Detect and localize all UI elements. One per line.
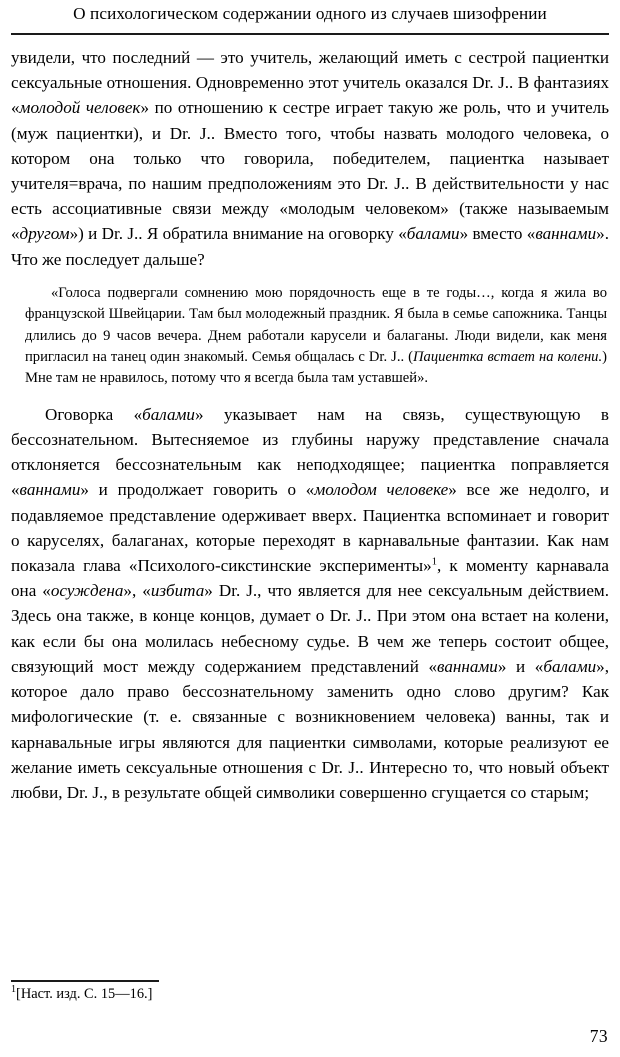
footnote-divider	[11, 980, 159, 982]
body-text-block	[11, 45, 609, 805]
blockquote-patient-speech: «Голоса подвергали сомнению мою порядочность еще в те годы…, когда я жила во французской Швейцарии. Там был молодежный праздник. Я была в семье сапожника. Танцы длились до 9 часов вечера. Днем работали карусели и балаганы. Люди видели, как меня пригласил на танец один знакомый. Семья общалась с Dr. J.. (Пациентка встает на колени.) Мне там не нравилось, потому что я всегда была там уставшей».	[25, 284, 607, 387]
running-head: О психологическом содержании одного из случаев шизофрении	[73, 4, 547, 23]
footnote-text: [Наст. изд. С. 15—16.]	[16, 986, 153, 1002]
paragraph-continued: увидели, что последний — это учитель, желающий иметь с сестрой пациентки сексуальные отношения. Одновременно этот учитель оказался Dr. J.. В фантазиях «молодой человек» по отношению к сестре играет такую же роль, что и учитель (муж пациентки), и Dr. J.. Вместо того, чтобы назвать молодого человека, о котором она только что говорила, победителем, пациентка называет учителя=врача, по нашим предположениям это Dr. J.. В действительности у нас есть ассоциативные связи между «молодым человеком» (также называемым «другом») и Dr. J.. Я обратила внимание на оговорку «балами» вместо «ваннами». Что же последует дальше?	[11, 48, 609, 269]
footnote	[11, 985, 411, 1004]
header-divider	[11, 33, 609, 35]
page-number: 73	[589, 1026, 608, 1046]
footnote-marker: 1	[11, 984, 17, 996]
paragraph-analysis: Оговорка «балами» указывает нам на связь, существующую в бессознательном. Вытесняемое из глубины наружу представление сначала отклоняется бессознательным как неподходящее; пациентка поправляется «ваннами» и продолжает говорить о «молодом человеке» все же недолго, и подавляемое представление одерживает вверх. Пациентка вспоминает и говорит о каруселях, балаганах, которые переходят в карнавальные фантазии. Как нам показала глава «Психолого-сикстинские эксперименты»$^1$, к моменту карнавала она «осуждена», «избита» Dr. J., что является для нее сексуальным действием. Здесь она также, в конце концов, думает о Dr. J.. При этом она встает на колени, как если бы она молилась небесному судье. В чем же теперь состоит общее, связующий мост между содержанием представлений «ваннами» и «балами», которое дало право бессознательному заменить одно слово другим? Как мифологические (т. е. связанные с возникновением человека) ванны, так и карнавальные игры являются для пациентки символами, которые реализуют ее желание иметь сексуальные отношения с Dr. J.. Интересно то, что новый объект любви, Dr. J., в результате общей символики совершенно сгущается со старым;	[11, 404, 610, 802]
